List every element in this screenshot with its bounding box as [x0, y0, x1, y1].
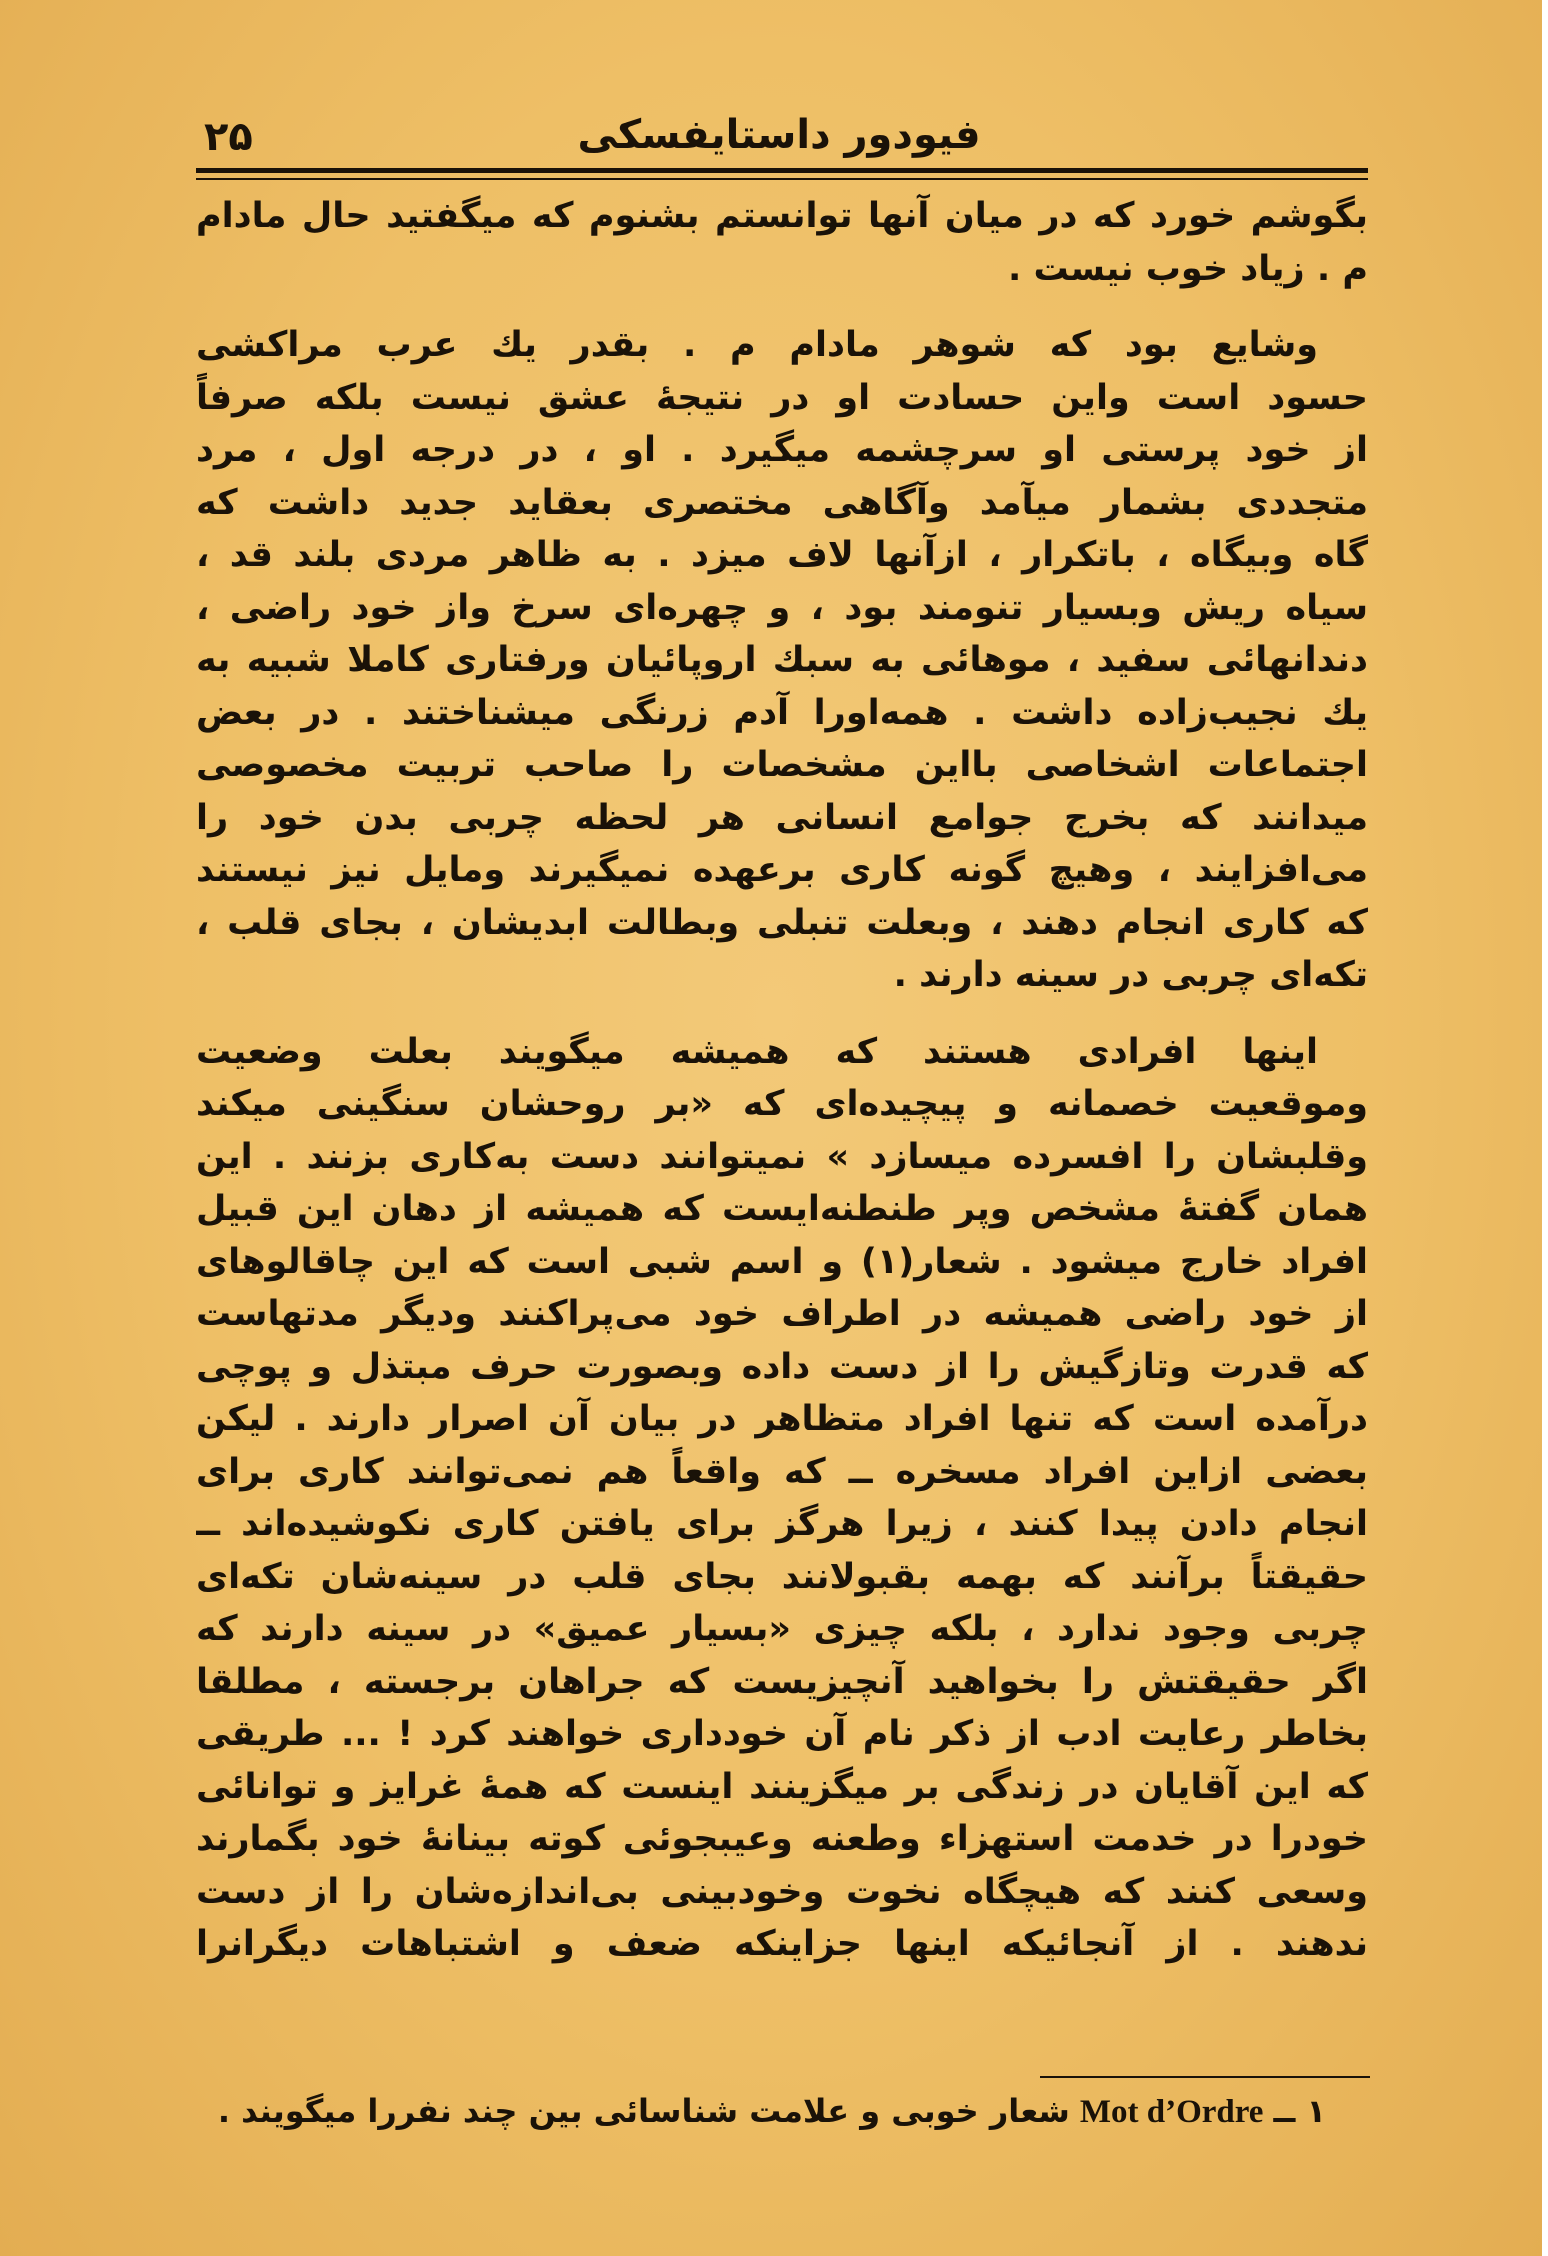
paragraph: [196, 1026, 1368, 1971]
page-header: [196, 108, 1362, 168]
footnote-text: شعار خوبی و علامت شناسائی بین چند نفررا میگویند .: [217, 2092, 1070, 2130]
text-line: متجددی بشمار میآمد وآگاهی مختصری بعقاید جدید داشت که: [196, 482, 1368, 523]
text-line: ندهند . از آنجائیکه اینها جزاینکه ضعف و اشتباهات دیگرانرا: [196, 1924, 1368, 1964]
text-line: همان گفتهٔ مشخص وپر طنطنه‌ایست که همیشه از دهان این قبیل: [196, 1189, 1368, 1229]
footnote-rule: [1040, 2076, 1370, 2078]
body-text: [196, 190, 1368, 1971]
page-edge: [1542, 0, 1548, 2256]
text-line: اجتماعات اشخاصی بااین مشخصات را صاحب تربیت مخصوصی: [196, 745, 1368, 785]
text-line: که قدرت وتازگیش را از دست داده وبصورت حرف مبتذل و پوچی: [196, 1346, 1368, 1387]
page-number: ۲۵: [204, 114, 253, 160]
text-line: وسعی کنند که هیچگاه نخوت وخودبینی بی‌اندازه‌شان را از دست: [196, 1871, 1368, 1912]
footnote-latin-term: Mot d’Ordre: [1079, 2094, 1264, 2130]
text-line: میدانند که بخرج جوامع انسانی هر لحظه چربی بدن خود را: [196, 797, 1368, 838]
text-line: می‌افزایند ، وهیچ گونه کاری برعهده نمیگیرند ومایل نیز نیستند: [196, 850, 1368, 890]
text-line: گاه وبیگاه ، باتکرار ، ازآنها لاف میزد . به ظاهر مردی بلند قد ،: [196, 535, 1368, 575]
text-line: افراد خارج میشود . شعار(۱) و اسم شبی است که این چاقالوهای: [196, 1241, 1368, 1282]
text-line: انجام دادن پیدا کنند ، زیرا هرگز برای یافتن کاری نکوشیده‌اند ــ: [196, 1504, 1368, 1544]
header-rule-thin: [196, 178, 1368, 180]
text-line: خودرا در خدمت استهزاء وطعنه وعیبجوئی کوته بینانهٔ خود بگمارند: [196, 1819, 1368, 1859]
text-line: که این آقایان در زندگی بر میگزینند اینست که همهٔ غرایز و توانائی: [196, 1766, 1368, 1807]
text-line: بخاطر رعایت ادب از ذکر نام آن خودداری خواهند کرد ! ... طریقی: [196, 1714, 1368, 1754]
text-line: سیاه ریش وبسیار تنومند بود ، و چهره‌ای سرخ واز خود راضی ،: [196, 587, 1368, 628]
text-line: اینها افرادی هستند که همیشه میگویند بعلت وضعیت: [196, 1031, 1318, 1072]
text-line: درآمده است که تنها افراد متظاهر در بیان آن اصرار دارند . لیکن: [196, 1399, 1368, 1439]
text-line: حقیقتاً برآنند که بهمه بقبولانند بجای قلب در سینه‌شان تکه‌ای: [196, 1556, 1368, 1597]
header-rule-thick: [196, 168, 1368, 173]
running-title: فیودور داستایفسکی: [577, 112, 981, 158]
text-line: دندانهائی سفید ، موهائی به سبك اروپائیان ورفتاری کاملا شبیه به: [196, 640, 1368, 680]
text-line: چربی وجود ندارد ، بلکه چیزی «بسیار عمیق» در سینه دارند که: [196, 1609, 1368, 1649]
text-line: وشایع بود که شوهر مادام م . بقدر یك عرب مراکشی: [196, 325, 1318, 365]
text-line: یك نجیب‌زاده داشت . همه‌اورا آدم زرنگی میشناختند . در بعض: [196, 692, 1368, 733]
footnote-marker: ۱ ــ: [1273, 2092, 1326, 2130]
text-line: بگوشم خورد که در میان آنها توانستم بشنوم که میگفتید حال مادام: [196, 196, 1368, 236]
footnote: [196, 2092, 1326, 2131]
text-line: تکه‌ای چربی در سینه دارند .: [893, 955, 1368, 995]
text-line: حسود است واین حسادت او در نتیجهٔ عشق نیست بلکه صرفاً: [196, 377, 1368, 418]
text-line: بعضی ازاین افراد مسخره ــ که واقعاً هم نمی‌توانند کاری برای: [196, 1451, 1368, 1492]
text-line: وموقعیت خصمانه و پیچیده‌ای که «بر روحشان سنگینی میکند: [196, 1084, 1368, 1124]
text-line: که کاری انجام دهند ، وبعلت تنبلی وبطالت ابدیشان ، بجای قلب ،: [196, 902, 1368, 943]
paragraph-gap: [196, 1002, 1368, 1026]
paragraph-gap: [196, 295, 1368, 319]
text-line: از خود راضی همیشه در اطراف خود می‌پراکنند ودیگر مدتهاست: [196, 1294, 1368, 1334]
paragraph: [196, 319, 1368, 1002]
text-line: وقلبشان را افسرده میسازد » نمیتوانند دست به‌کاری بزنند . این: [196, 1136, 1368, 1177]
text-line: م . زیاد خوب نیست .: [1008, 248, 1368, 289]
paragraph: [196, 190, 1368, 295]
text-line: اگر حقیقتش را بخواهید آنچیزیست که جراهان برجسته ، مطلقا: [196, 1661, 1368, 1702]
text-line: از خود پرستی او سرچشمه میگیرد . او ، در درجه اول ، مرد: [196, 430, 1368, 470]
